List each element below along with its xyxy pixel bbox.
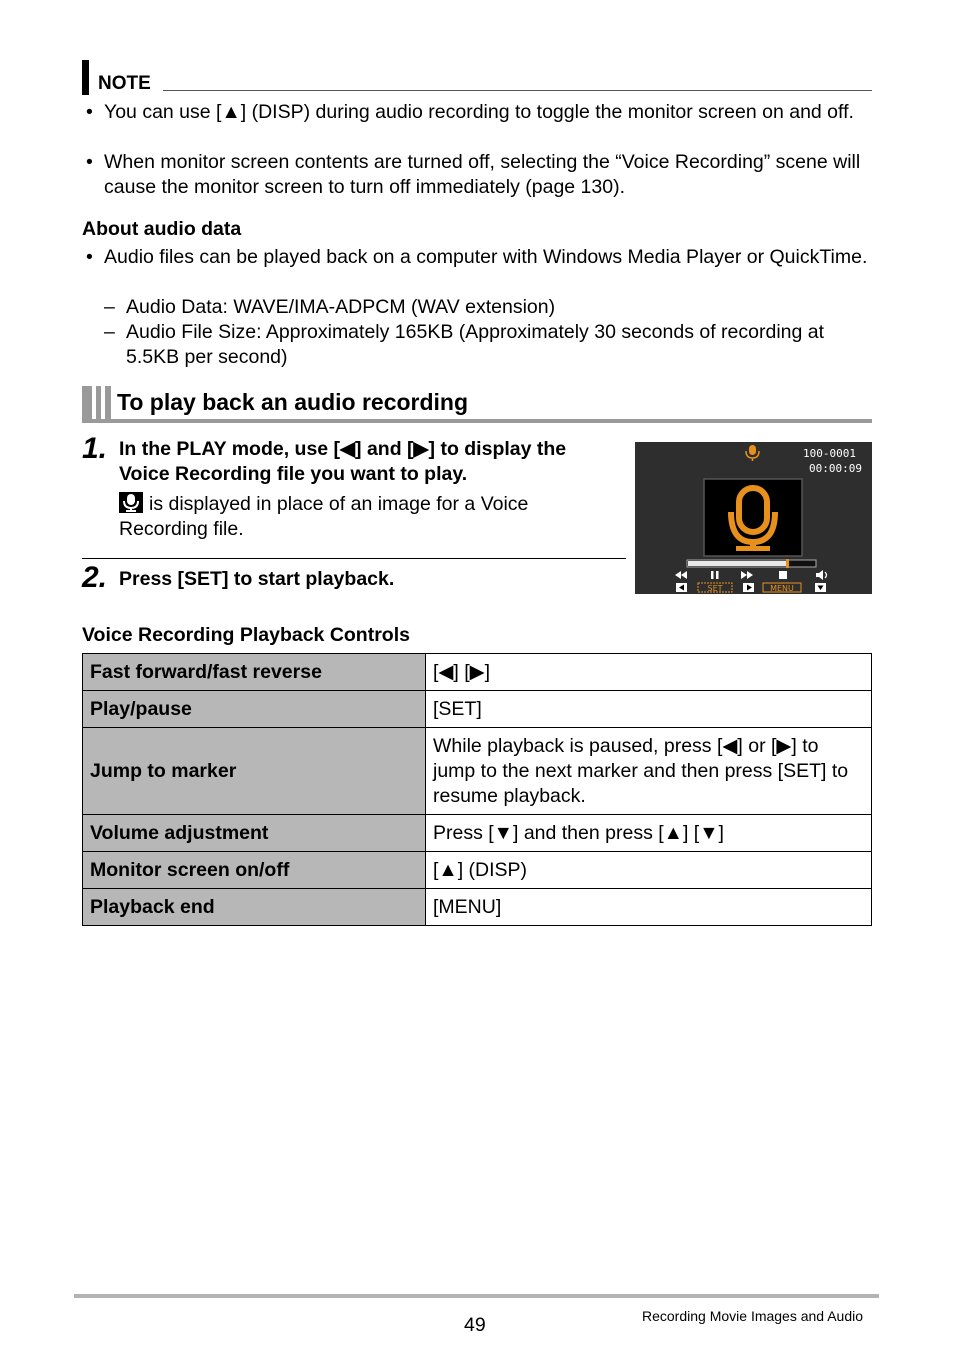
stop-icon xyxy=(779,571,787,579)
section-marker-bar xyxy=(96,386,101,423)
note-bullet-text: When monitor screen contents are turned off, selecting the “Voice Recording” scene will cause the monitor screen to turn off immediately (page 130). xyxy=(104,151,861,198)
note-divider xyxy=(163,90,872,91)
step-divider xyxy=(82,558,626,559)
step-note xyxy=(119,492,619,542)
about-dash-2 xyxy=(104,320,872,370)
action-cell: Monitor screen on/off xyxy=(83,852,426,889)
table-row xyxy=(83,889,872,926)
table-row xyxy=(83,815,872,852)
voice-recording-file-icon xyxy=(119,492,143,513)
table-row xyxy=(83,654,872,691)
table-row xyxy=(83,852,872,889)
step-note-text: is displayed in place of an image for a Voice Recording file. xyxy=(119,493,529,540)
fast-forward-icon xyxy=(741,571,753,579)
about-dash-text: Audio File Size: Approximately 165KB (Approximately 30 seconds of recording at 5.5KB per second) xyxy=(126,321,825,368)
playback-progress-bar xyxy=(687,559,816,568)
action-cell: Volume adjustment xyxy=(83,815,426,852)
section-marker-bar xyxy=(105,386,111,423)
right-button-icon xyxy=(743,583,754,592)
about-dash-text: Audio Data: WAVE/IMA-ADPCM (WAV extension) xyxy=(126,296,556,318)
note-bullet-text: You can use [▲] (DISP) during audio recording to toggle the monitor screen on and off. xyxy=(104,101,854,123)
set-button-label xyxy=(698,583,732,593)
section-marker-bar xyxy=(82,386,92,423)
page-number: 49 xyxy=(464,1314,486,1336)
about-dash-1 xyxy=(104,295,872,320)
chapter-title: Recording Movie Images and Audio xyxy=(642,1308,864,1324)
down-button-icon xyxy=(815,583,826,592)
step-instruction: In the PLAY mode, use [◀] and [▶] to display the Voice Recording file you want to play. xyxy=(119,438,567,485)
bullet-dot: • xyxy=(86,246,93,268)
control-cell: While playback is paused, press [◀] or [▶] to jump to the next marker and then press [SET] to resume playback. xyxy=(426,728,872,815)
menu-button-text: MENU xyxy=(770,584,794,593)
rewind-icon xyxy=(675,571,687,579)
voice-recording-placeholder xyxy=(704,479,802,556)
note-label: NOTE xyxy=(98,73,151,94)
note-bullet-2 xyxy=(82,150,872,200)
control-cell: Press [▼] and then press [▲] [▼] xyxy=(426,815,872,852)
step-number: 2. xyxy=(82,561,108,594)
control-cell: [▲] (DISP) xyxy=(426,852,872,889)
table-row xyxy=(83,728,872,815)
about-bullet-text: Audio files can be played back on a computer with Windows Media Player or QuickTime. xyxy=(104,246,868,268)
camera-screen-svg xyxy=(635,442,872,594)
dash-mark: – xyxy=(104,296,115,318)
set-button-text: SET xyxy=(707,584,723,593)
playback-controls-table xyxy=(82,653,872,926)
action-cell: Playback end xyxy=(83,889,426,926)
note-bullet-1 xyxy=(82,100,872,150)
about-bullet xyxy=(82,245,872,295)
pause-icon xyxy=(711,571,719,579)
volume-icon xyxy=(816,570,827,580)
step-number: 1. xyxy=(82,432,108,465)
microphone-icon xyxy=(746,445,759,461)
note-marker-bar xyxy=(82,60,89,95)
camera-screen-illustration xyxy=(635,442,872,594)
table-row xyxy=(83,691,872,728)
control-cell: [MENU] xyxy=(426,889,872,926)
control-cell: [SET] xyxy=(426,691,872,728)
file-number: 100-0001 xyxy=(803,447,856,460)
about-audio-heading: About audio data xyxy=(82,218,242,240)
playback-time: 00:00:09 xyxy=(809,462,862,475)
section-title: To play back an audio recording xyxy=(117,389,469,415)
action-cell: Jump to marker xyxy=(83,728,426,815)
section-underline xyxy=(82,419,872,423)
step-instruction: Press [SET] to start playback. xyxy=(119,568,395,590)
action-cell: Play/pause xyxy=(83,691,426,728)
control-cell: [◀] [▶] xyxy=(426,654,872,691)
bullet-dot: • xyxy=(86,101,93,123)
controls-heading: Voice Recording Playback Controls xyxy=(82,624,410,646)
footer-divider xyxy=(74,1294,879,1298)
menu-button-label xyxy=(763,583,801,593)
action-cell: Fast forward/fast reverse xyxy=(83,654,426,691)
bullet-dot: • xyxy=(86,151,93,173)
left-button-icon xyxy=(676,583,687,592)
dash-mark: – xyxy=(104,321,115,343)
